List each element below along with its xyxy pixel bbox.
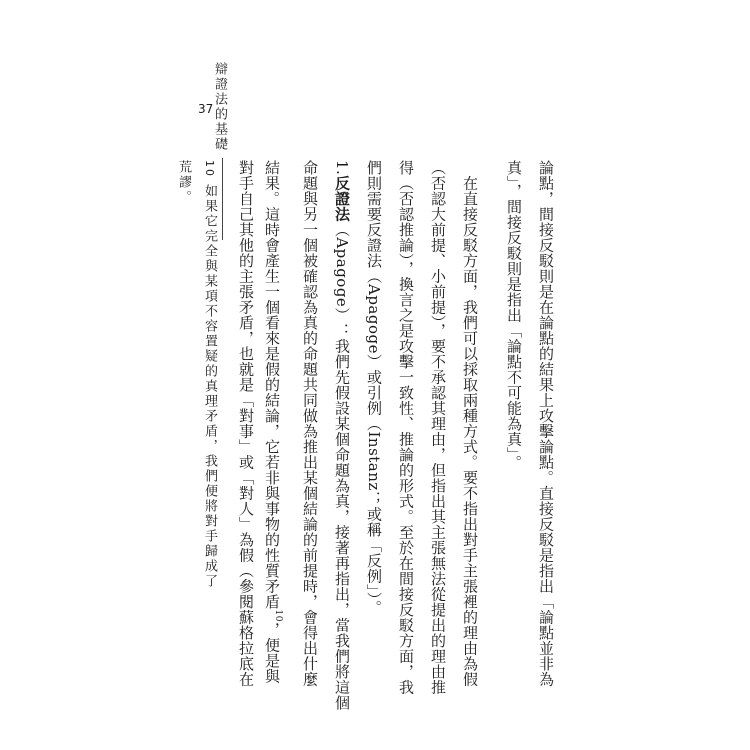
text-column-7-rest: （Apagoge）：我們先假設某個命題為真，接著再指出，當我們將這個	[333, 221, 351, 711]
term-reductio: 反證法	[333, 175, 351, 222]
text-column-1: 論點，間接反駁則是在論點的結果上攻擊論點。直接反駁是指出「論點並非為	[537, 160, 555, 687]
text-column-9-after: ，便是與	[263, 621, 281, 684]
text-column-4: （否認大前提、小前提），要不承認其理由，但指出其主張無法從提出的理由推	[429, 160, 447, 695]
list-number: 1.	[333, 160, 351, 176]
footnote	[176, 160, 222, 600]
text-column-6: 們則需要反證法（Apagoge）或引例（Instanz；或稱「反例」）。	[365, 160, 383, 616]
text-column-10: 對手自己其他的主張矛盾，也就是「對事」或「對人」為假（參閱蘇格拉底在	[237, 160, 255, 687]
running-head: 辯證法的基礎	[212, 62, 227, 152]
footnote-marker[interactable]: 10	[273, 609, 283, 622]
footnote-number: 10	[203, 160, 216, 178]
text-column-8: 命題與另一個被確認為真的命題共同做為推出某個結論的前提時，會得出什麼	[301, 160, 319, 687]
footnote-rule	[222, 158, 223, 240]
text-column-5: 得（否認推論），換言之是攻擊一致性、推論的形式。至於在間接反駁方面，我	[397, 160, 415, 695]
text-column-2: 真」，間接反駁則是指出「論點不可能為真」。	[505, 160, 523, 471]
text-column-9-before: 結果。這時會產生一個看來是假的結論，它若非與事物的性質矛盾	[263, 160, 281, 610]
footnote-text: 如果它完全與某項不容置疑的真理矛盾，我們便將對手歸成了荒謬。	[176, 160, 217, 590]
page-number: 37	[198, 102, 214, 116]
text-column-3: 在直接反駁方面，我們可以採取兩種方式。要不指出對手主張裡的理由為假	[461, 160, 479, 687]
text-column-9	[260, 160, 296, 684]
text-column-7	[324, 160, 360, 711]
